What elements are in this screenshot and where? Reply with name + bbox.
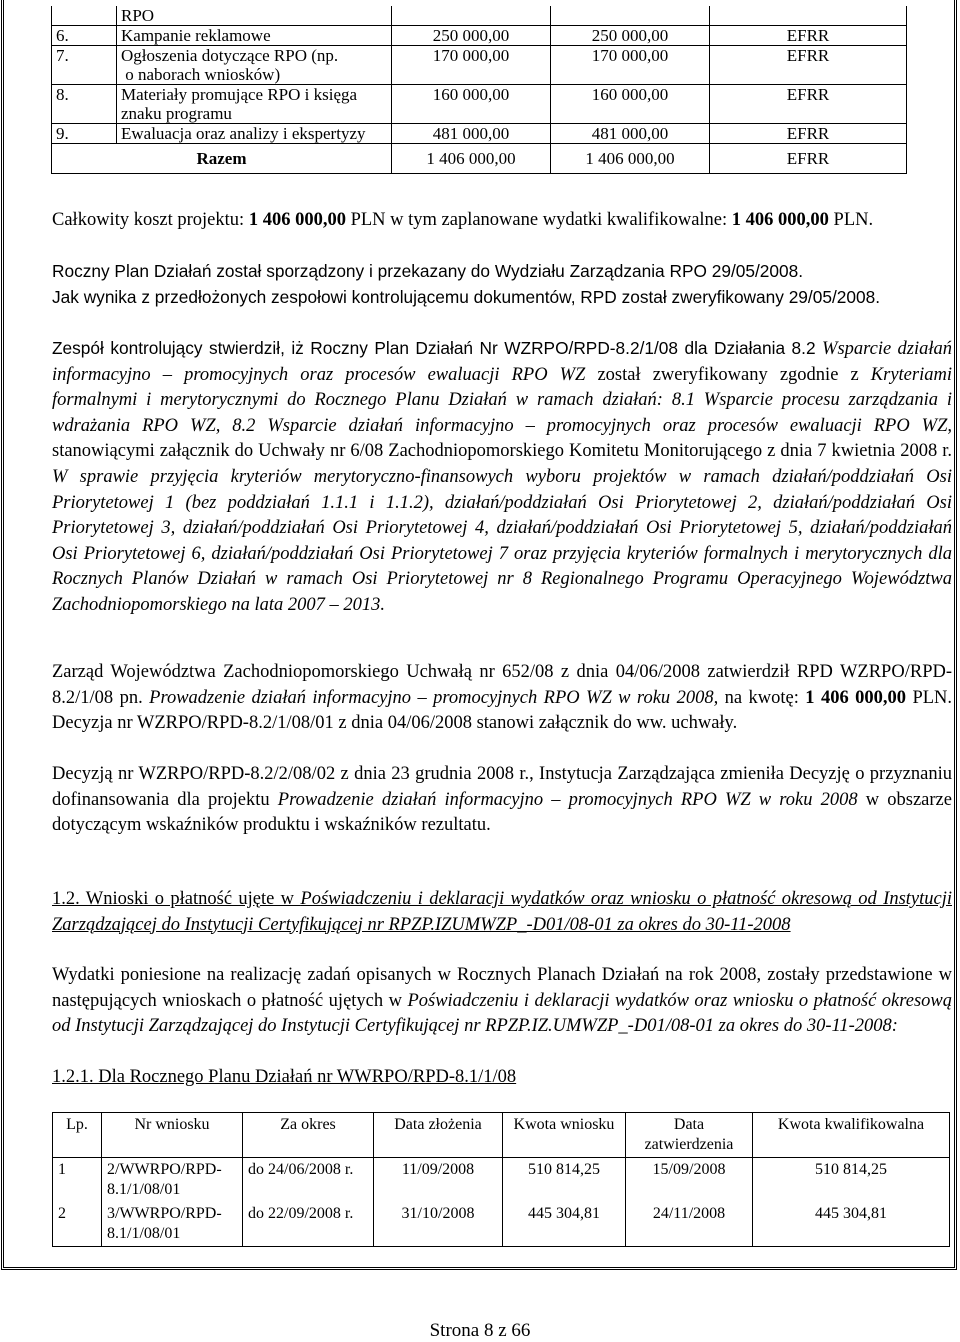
cell-nr: 3/WWRPO/RPD-8.1/1/08/01	[102, 1202, 243, 1247]
row-source: EFRR	[710, 46, 907, 85]
cell-amount: 510 814,25	[503, 1158, 626, 1203]
cell-submission-date: 31/10/2008	[374, 1202, 503, 1247]
row-source: EFRR	[710, 26, 907, 46]
table-row	[52, 124, 907, 144]
header-lp: Lp.	[53, 1113, 102, 1158]
header-nr: Nr wniosku	[102, 1113, 243, 1158]
cell-eligible-amount: 445 304,81	[753, 1202, 950, 1247]
cell-period: do 24/06/2008 r.	[243, 1158, 374, 1203]
row-value-1: 481 000,00	[392, 124, 551, 144]
row-desc: Ogłoszenia dotyczące RPO (np. o naborach wniosków)	[117, 46, 392, 85]
row-num: 8.	[52, 85, 117, 124]
row-value-1: 250 000,00	[392, 26, 551, 46]
row-value-1: 170 000,00	[392, 46, 551, 85]
verification-paragraph: Jak wynika z przedłożonych zespołowi kontrolującemu dokumentów, RPD został zweryfikowany 29/05/2008.	[52, 287, 880, 307]
row-value-2: 250 000,00	[551, 26, 710, 46]
budget-table	[51, 6, 907, 174]
total-cost-paragraph: Całkowity koszt projektu: 1 406 000,00 PLN w tym zaplanowane wydatki kwalifikowalne: 1 406 000,00 PLN.	[52, 210, 874, 230]
row-value-2: 481 000,00	[551, 124, 710, 144]
cell-lp: 1	[53, 1158, 102, 1203]
table-row	[53, 1158, 950, 1203]
row-desc: Kampanie reklamowe	[117, 26, 392, 46]
table-row	[52, 85, 907, 124]
row-source: EFRR	[710, 85, 907, 124]
approval-paragraph: Zarząd Województwa Zachodniopomorskiego Uchwałą nr 652/08 z dnia 04/06/2008 zatwierdził RPD WZRPO/RPD-8.2/1/08 pn. Prowadzenie działań informacyjno – promocyjnych RPO WZ w roku 2008, na kwotę: 1 406 000,00 PLN. Decyzja nr WZRPO/RPD-8.2/1/08/01 z dnia 04/06/2008 stanowi załącznik do ww. uchwały.	[52, 662, 953, 734]
total-source: EFRR	[710, 144, 907, 174]
row-num: 6.	[52, 26, 117, 46]
table-header-row	[53, 1113, 950, 1158]
row-num: 7.	[52, 46, 117, 85]
row-num: 9.	[52, 124, 117, 144]
header-eligible-amount: Kwota kwalifikowalna	[753, 1113, 950, 1158]
page-number: Strona 8 z 66	[429, 1320, 531, 1341]
cell-amount: 445 304,81	[503, 1202, 626, 1247]
cell-period: do 22/09/2008 r.	[243, 1202, 374, 1247]
header-amount: Kwota wniosku	[503, 1113, 626, 1158]
row-desc: Ewaluacja oraz analizy i ekspertyzy	[117, 124, 392, 144]
total-value-2: 1 406 000,00	[551, 144, 710, 174]
total-label: Razem	[52, 144, 392, 174]
table-total-row	[52, 144, 907, 174]
row-source: EFRR	[710, 124, 907, 144]
header-period: Za okres	[243, 1113, 374, 1158]
row-value-2: 160 000,00	[551, 85, 710, 124]
cell-submission-date: 11/09/2008	[374, 1158, 503, 1203]
payment-requests-table	[52, 1112, 950, 1247]
table-row	[53, 1202, 950, 1247]
row-value-1: 160 000,00	[392, 85, 551, 124]
cell-approval-date: 15/09/2008	[626, 1158, 753, 1203]
cell-eligible-amount: 510 814,25	[753, 1158, 950, 1203]
section-heading-1-2-1: 1.2.1. Dla Rocznego Planu Działań nr WWRPO/RPD-8.1/1/08	[52, 1067, 517, 1087]
table-row	[52, 26, 907, 46]
cell-nr: 2/WWRPO/RPD-8.1/1/08/01	[102, 1158, 243, 1203]
plan-paragraph: Roczny Plan Działań został sporządzony i przekazany do Wydziału Zarządzania RPO 29/05/2008.	[52, 261, 804, 281]
table-row	[52, 6, 907, 26]
decision-change-paragraph: Decyzją nr WZRPO/RPD-8.2/2/08/02 z dnia 23 grudnia 2008 r., Instytucja Zarządzająca zmieniła Decyzję o przyznaniu dofinansowania dla projektu Prowadzenie działań informacyjno – promocyjnych RPO WZ w roku 2008 w obszarze dotyczącym wskaźników produktu i wskaźników rezultatu.	[52, 764, 952, 836]
row-desc: RPO	[117, 6, 392, 26]
table-row	[52, 46, 907, 85]
cell-approval-date: 24/11/2008	[626, 1202, 753, 1247]
section-heading-1-2: 1.2. Wnioski o płatność ujęte w Poświadczeniu i deklaracji wydatków oraz wniosku o płatność okresową od Instytucji Zarządzającej do Instytucji Certyfikującej nr RPZP.IZUMWZP_-D01/08-01 za okres do 30-11-2008	[52, 889, 952, 935]
payment-requests-paragraph: Wydatki poniesione na realizację zadań opisanych w Rocznych Planach Działań na rok 2008, zostały przedstawione w następujących wnioskach o płatność ujętych w Poświadczeniu i deklaracji wydatków oraz wniosku o płatność okresową od Instytucji Zarządzającej do Instytucji Certyfikującej nr RPZP.IZ.UMWZP_-D01/08-01 za okres do 30-11-2008:	[52, 965, 953, 1037]
total-value-1: 1 406 000,00	[392, 144, 551, 174]
findings-paragraph: Zespół kontrolujący stwierdził, iż Roczny Plan Działań Nr WZRPO/RPD-8.2/1/08 dla Działania 8.2 Wsparcie działań informacyjno – promocyjnych oraz procesów ewaluacji RPO WZ został zweryfikowany zgodnie z Kryteriami formalnymi i merytorycznymi do Rocznego Planu Działań w ramach działań: 8.1 Wsparcie procesu zarządzania i wdrażania RPO WZ, 8.2 Wsparcie działań informacyjno – promocyjnych oraz procesów ewaluacji RPO WZ, stanowiącymi załącznik do Uchwały nr 6/08 Zachodniopomorskiego Komitetu Monitorującego z dnia 7 kwietnia 2008 r. W sprawie przyjęcia kryteriów merytoryczno-finansowych wyboru projektów w ramach działań/poddziałań Osi Priorytetowej 1 (bez poddziałań 1.1.1 i 1.1.2), działań/poddziałań Osi Priorytetowej 2, działań/poddziałań Osi Priorytetowej 3, działań/poddziałań Osi Priorytetowej 4, działań/poddziałań Osi Priorytetowej 5, działań/poddziałań Osi Priorytetowej 6, działań/poddziałań Osi Priorytetowej 7 oraz przyjęcia kryteriów formalnych i merytorycznych dla Rocznych Planów Działań w ramach Osi Priorytetowej nr 8 Regionalnego Programu Operacyjnego Województwa Zachodniopomorskiego na lata 2007 – 2013.	[52, 338, 953, 615]
header-submission-date: Data złożenia	[374, 1113, 503, 1158]
header-approval-date: Data zatwierdzenia	[626, 1113, 753, 1158]
row-value-2: 170 000,00	[551, 46, 710, 85]
row-desc: Materiały promujące RPO i księga znaku programu	[117, 85, 392, 124]
cell-lp: 2	[53, 1202, 102, 1247]
